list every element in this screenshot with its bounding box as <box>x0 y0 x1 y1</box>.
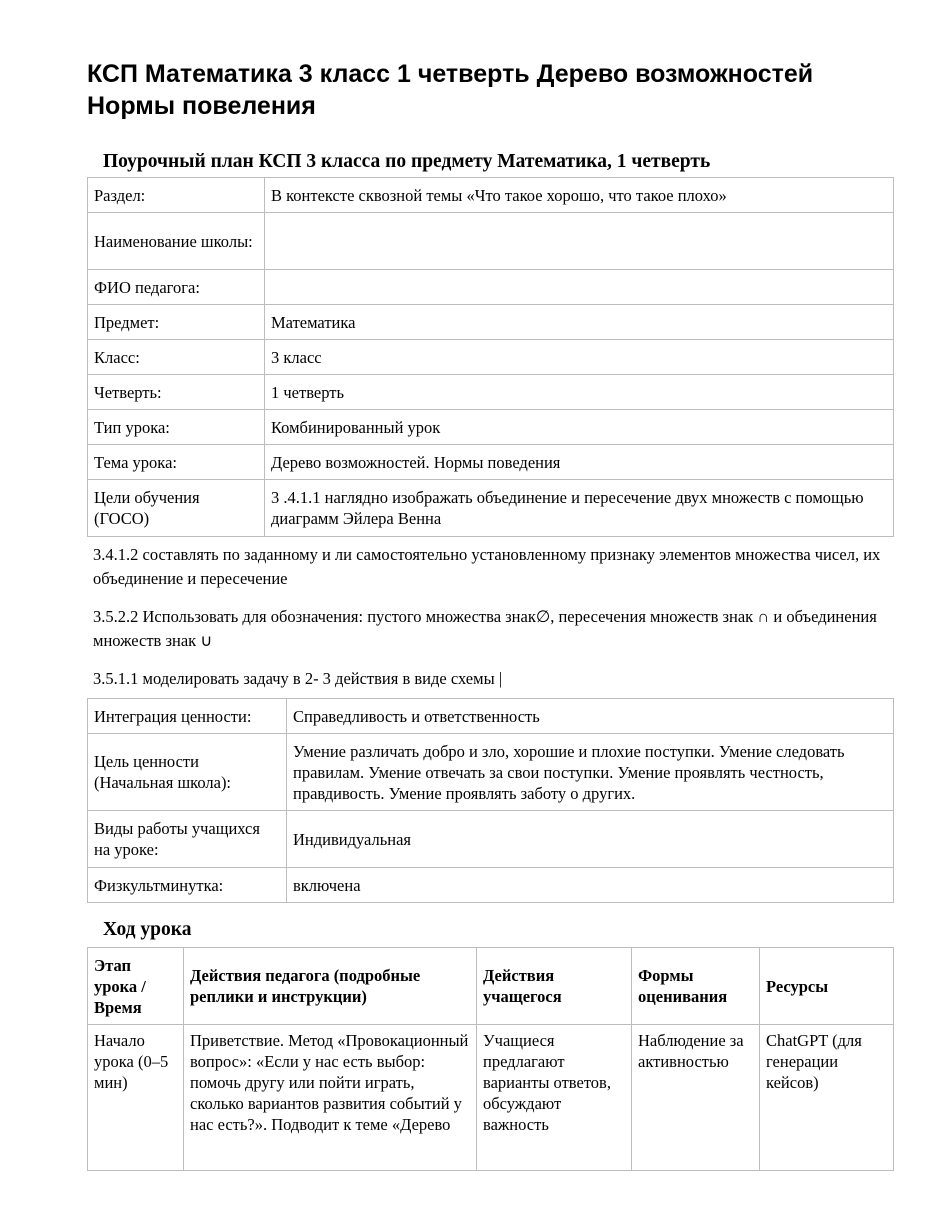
lesson-info-table <box>87 177 894 537</box>
info-value: Дерево возможностей. Нормы поведения <box>265 445 894 480</box>
info-value: 3 .4.1.1 наглядно изображать объединение и пересечение двух множеств с помощью диаграмм Эйлера Венна <box>265 480 894 537</box>
column-header-stage: Этап урока / Время <box>88 948 184 1025</box>
info-row-school <box>88 213 894 270</box>
info-label: Предмет: <box>88 305 265 340</box>
info-row-teacher <box>88 270 894 305</box>
cell-teacher-actions: Приветствие. Метод «Провокационный вопрос»: «Если у нас есть выбор: помочь другу или пойти играть, сколько вариантов развития событий у нас есть?». Подводит к теме «Дерево <box>184 1025 477 1171</box>
lesson-flow-table <box>87 947 894 1171</box>
values-label: Интеграция ценности: <box>88 699 287 734</box>
values-label: Виды работы учащихся на уроке: <box>88 811 287 868</box>
column-header-student-actions: Действия учащегося <box>477 948 632 1025</box>
column-header-teacher-actions: Действия педагога (подробные реплики и инструкции) <box>184 948 477 1025</box>
values-table <box>87 698 894 903</box>
info-label: Тема урока: <box>88 445 265 480</box>
values-row-work-types <box>88 811 894 868</box>
info-label: Класс: <box>88 340 265 375</box>
info-label: Тип урока: <box>88 410 265 445</box>
info-row-lesson-type <box>88 410 894 445</box>
info-value: В контексте сквозной темы «Что такое хорошо, что такое плохо» <box>265 178 894 213</box>
info-row-quarter <box>88 375 894 410</box>
table-row <box>88 1025 894 1171</box>
info-row-lesson-topic <box>88 445 894 480</box>
values-value: Индивидуальная <box>287 811 894 868</box>
cell-assessment: Наблюдение за активностью <box>632 1025 760 1171</box>
info-value: Комбинированный урок <box>265 410 894 445</box>
objective-paragraph: 3.5.2.2 Использовать для обозначения: пустого множества знак∅, пересечения множеств знак ∩ и объединения множеств знак ∪ <box>93 607 877 650</box>
document-page <box>87 58 893 1171</box>
values-value: Умение различать добро и зло, хорошие и плохие поступки. Умение следовать правилам. Умение отвечать за свои поступки. Умение проявлять честность, правдивость. Умение проявлять заботу о других. <box>287 734 894 811</box>
info-row-section <box>88 178 894 213</box>
cell-student-actions: Учащиеся предлагают варианты ответов, обсуждают важность <box>477 1025 632 1171</box>
values-label: Физкультминутка: <box>88 868 287 903</box>
values-row-physical-break <box>88 868 894 903</box>
lesson-flow-header-row <box>88 948 894 1025</box>
info-label: ФИО педагога: <box>88 270 265 305</box>
column-header-resources: Ресурсы <box>760 948 894 1025</box>
document-title: КСП Математика 3 класс 1 четверть Дерево возможностей Нормы повеления <box>87 60 814 120</box>
objective-paragraph: 3.4.1.2 составлять по заданному и ли самостоятельно установленному признаку элементов множества чисел, их объединение и пересечение <box>93 545 881 588</box>
cell-stage: Начало урока (0–5 мин) <box>88 1025 184 1171</box>
plan-heading: Поурочный план КСП 3 класса по предмету Математика, 1 четверть <box>103 151 711 172</box>
info-row-learning-goals <box>88 480 894 537</box>
values-row-integration <box>88 699 894 734</box>
info-row-grade <box>88 340 894 375</box>
values-value: включена <box>287 868 894 903</box>
info-label: Раздел: <box>88 178 265 213</box>
cell-resources: ChatGPT (для генерации кейсов) <box>760 1025 894 1171</box>
values-value: Справедливость и ответственность <box>287 699 894 734</box>
values-row-goal <box>88 734 894 811</box>
info-value: Математика <box>265 305 894 340</box>
objective-paragraph: 3.5.1.1 моделировать задачу в 2- 3 действия в виде схемы | <box>93 669 503 688</box>
values-label: Цель ценности (Начальная школа): <box>88 734 287 811</box>
lesson-flow-heading: Ход урока <box>103 919 192 940</box>
info-value: 1 четверть <box>265 375 894 410</box>
info-label: Цели обучения (ГОСО) <box>88 480 265 537</box>
info-label: Четверть: <box>88 375 265 410</box>
info-value: 3 класс <box>265 340 894 375</box>
info-value <box>265 270 894 305</box>
info-label: Наименование школы: <box>88 213 265 270</box>
column-header-assessment: Формы оценивания <box>632 948 760 1025</box>
info-value <box>265 213 894 270</box>
info-row-subject <box>88 305 894 340</box>
